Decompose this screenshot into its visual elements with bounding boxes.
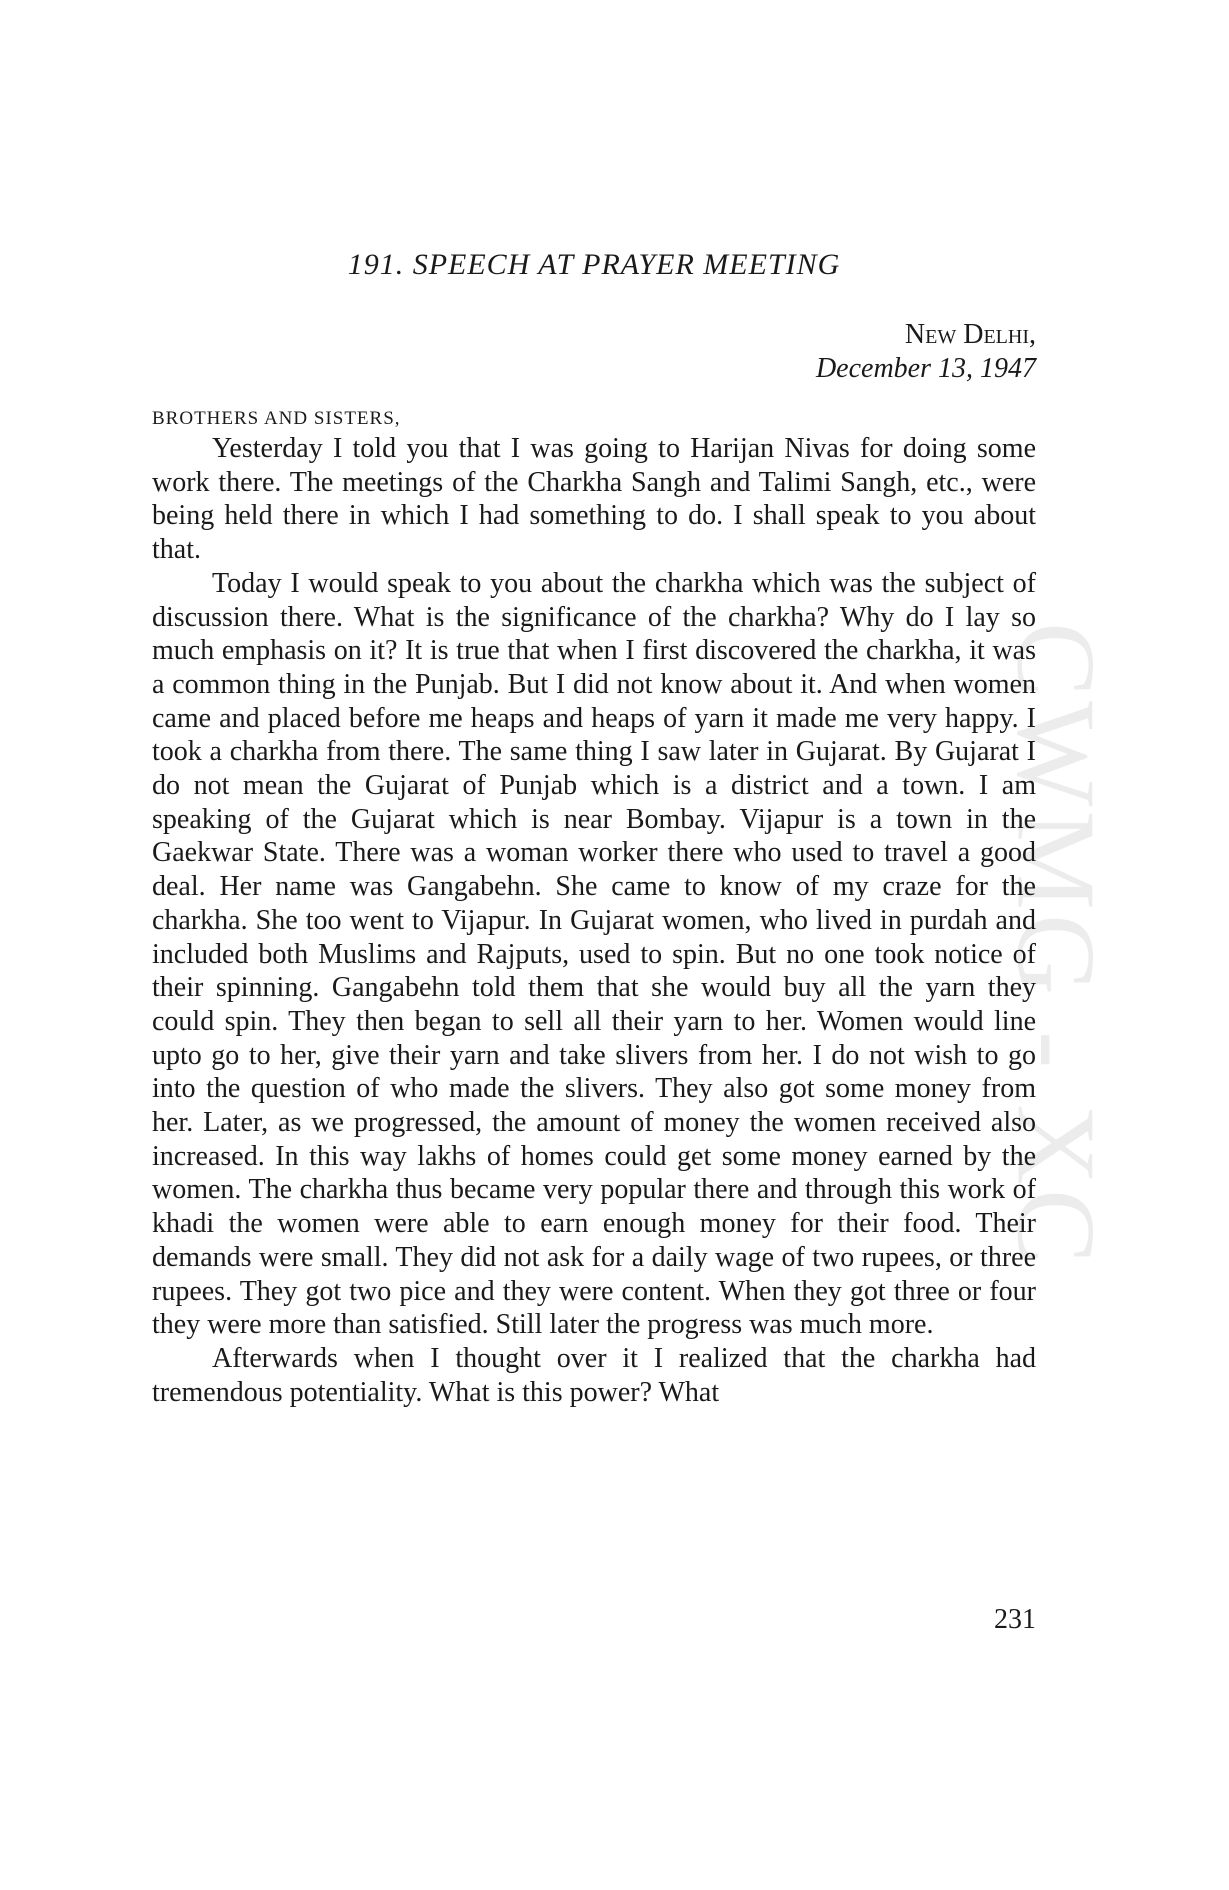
paragraph-1: Yesterday I told you that I was going to Harijan Nivas for doing some work there. The meetings of the Charkha Sangh and Talimi Sangh, etc., were being held there in which I had something to do. I shall speak to you about that. (152, 433, 1036, 566)
salutation: BROTHERS AND SISTERS, (152, 408, 401, 429)
document-page (152, 248, 1036, 1635)
paragraph-3: Afterwards when I thought over it I realized that the charkha had tremendous potentiality. What is this power? What (152, 1342, 1036, 1408)
dateline-date: December 13, 1947 (815, 353, 1036, 384)
page-title: 191. SPEECH AT PRAYER MEETING (347, 248, 841, 281)
paragraph-2: Today I would speak to you about the charkha which was the subject of discussion there. What is the significance of the charkha? Why do I lay so much emphasis on it? It is true that when I first discovered the charkha, it was a common thing in the Punjab. But I did not know about it. And when women came and placed before me heaps and heaps of yarn it made me very happy. I took a charkha from there. The same thing I saw later in Gujarat. By Gujarat I do not mean the Gujarat of Punjab which is a district and a town. I am speaking of the Gujarat which is near Bombay. Vijapur is a town in the Gaekwar State. There was a woman worker there who used to travel a good deal. Her name was Gangabehn. She came to know of my craze for the charkha. She too went to Vijapur. In Gujarat women, who lived in purdah and included both Muslims and Rajputs, used to spin. But no one took notice of their spinning. Gangabehn told them that she would buy all the yarn they could spin. They then began to sell all their yarn to her. Women would line upto go to her, give their yarn and take slivers from her. I do not wish to go into the question of who made the slivers. They also got some money from her. Later, as we progressed, the amount of money the women received also increased. In this way lakhs of homes could get some money earned by the women. The charkha thus became very popular there and through this work of khadi the women were able to earn enough money for their food. Their demands were small. They did not ask for a daily wage of two rupees, or three rupees. They got two pice and they were content. When they got three or four they were more than satisfied. Still later the progress was much more. (152, 567, 1036, 1341)
watermark-text: CWMG - XC (993, 622, 1118, 1268)
dateline-place: New Delhi, (904, 319, 1036, 350)
page-number: 231 (994, 1604, 1036, 1635)
